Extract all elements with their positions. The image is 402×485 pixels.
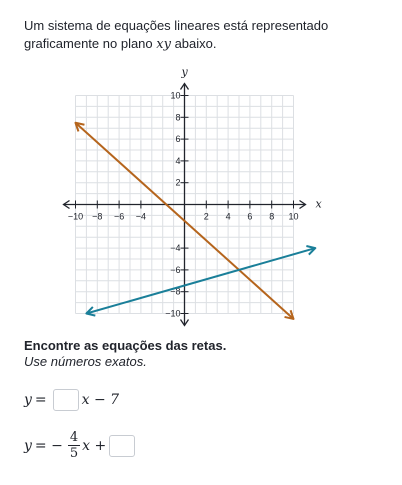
- slope-fraction: [68, 430, 80, 461]
- y-axis-label: y: [181, 65, 188, 79]
- eq2-equals: = −: [34, 437, 63, 454]
- y-tick-label: −4: [170, 243, 181, 254]
- x-tick-label: −4: [135, 211, 147, 222]
- instruction-title: Encontre as equações das retas.: [24, 338, 227, 353]
- equation-2: [24, 430, 138, 461]
- x-tick-label: −8: [92, 211, 103, 222]
- fraction-numerator: 4: [69, 430, 79, 445]
- x-tick-label: 8: [269, 211, 275, 222]
- y-tick-label: 6: [175, 134, 181, 145]
- y-tick-label: 2: [175, 177, 181, 188]
- fraction-denominator: 5: [69, 446, 79, 461]
- y-tick-label: 8: [175, 112, 181, 123]
- y-tick-label: −10: [165, 308, 181, 319]
- x-tick-label: 2: [203, 211, 209, 222]
- plane-variable: xy: [156, 37, 171, 52]
- y-tick-label: −8: [170, 286, 181, 297]
- eq1-lhs: y: [24, 392, 32, 408]
- intercept-answer-input[interactable]: [109, 435, 135, 457]
- x-tick-label: −6: [113, 211, 125, 222]
- slope-answer-input[interactable]: [53, 389, 79, 411]
- eq1-equals: =: [34, 392, 47, 408]
- x-tick-label: 6: [247, 211, 253, 222]
- x-tick-label: 10: [288, 211, 299, 222]
- y-tick-label: −6: [170, 264, 181, 275]
- instruction-hint: Use números exatos.: [24, 354, 147, 369]
- y-tick-label: 4: [175, 155, 181, 166]
- y-tick-label: 10: [170, 90, 181, 101]
- equation-1: [24, 389, 119, 411]
- intro-text-end: abaixo.: [170, 36, 217, 51]
- eq2-rest: x +: [82, 437, 107, 454]
- x-axis-label: x: [315, 197, 322, 211]
- eq2-lhs: y: [24, 437, 32, 454]
- x-tick-label: 4: [225, 211, 231, 222]
- intro-text: Um sistema de equações lineares está representado graficamente no plano: [24, 18, 329, 51]
- instructions: [24, 338, 226, 370]
- x-tick-label: −10: [67, 211, 84, 222]
- eq1-rest: x − 7: [81, 392, 120, 408]
